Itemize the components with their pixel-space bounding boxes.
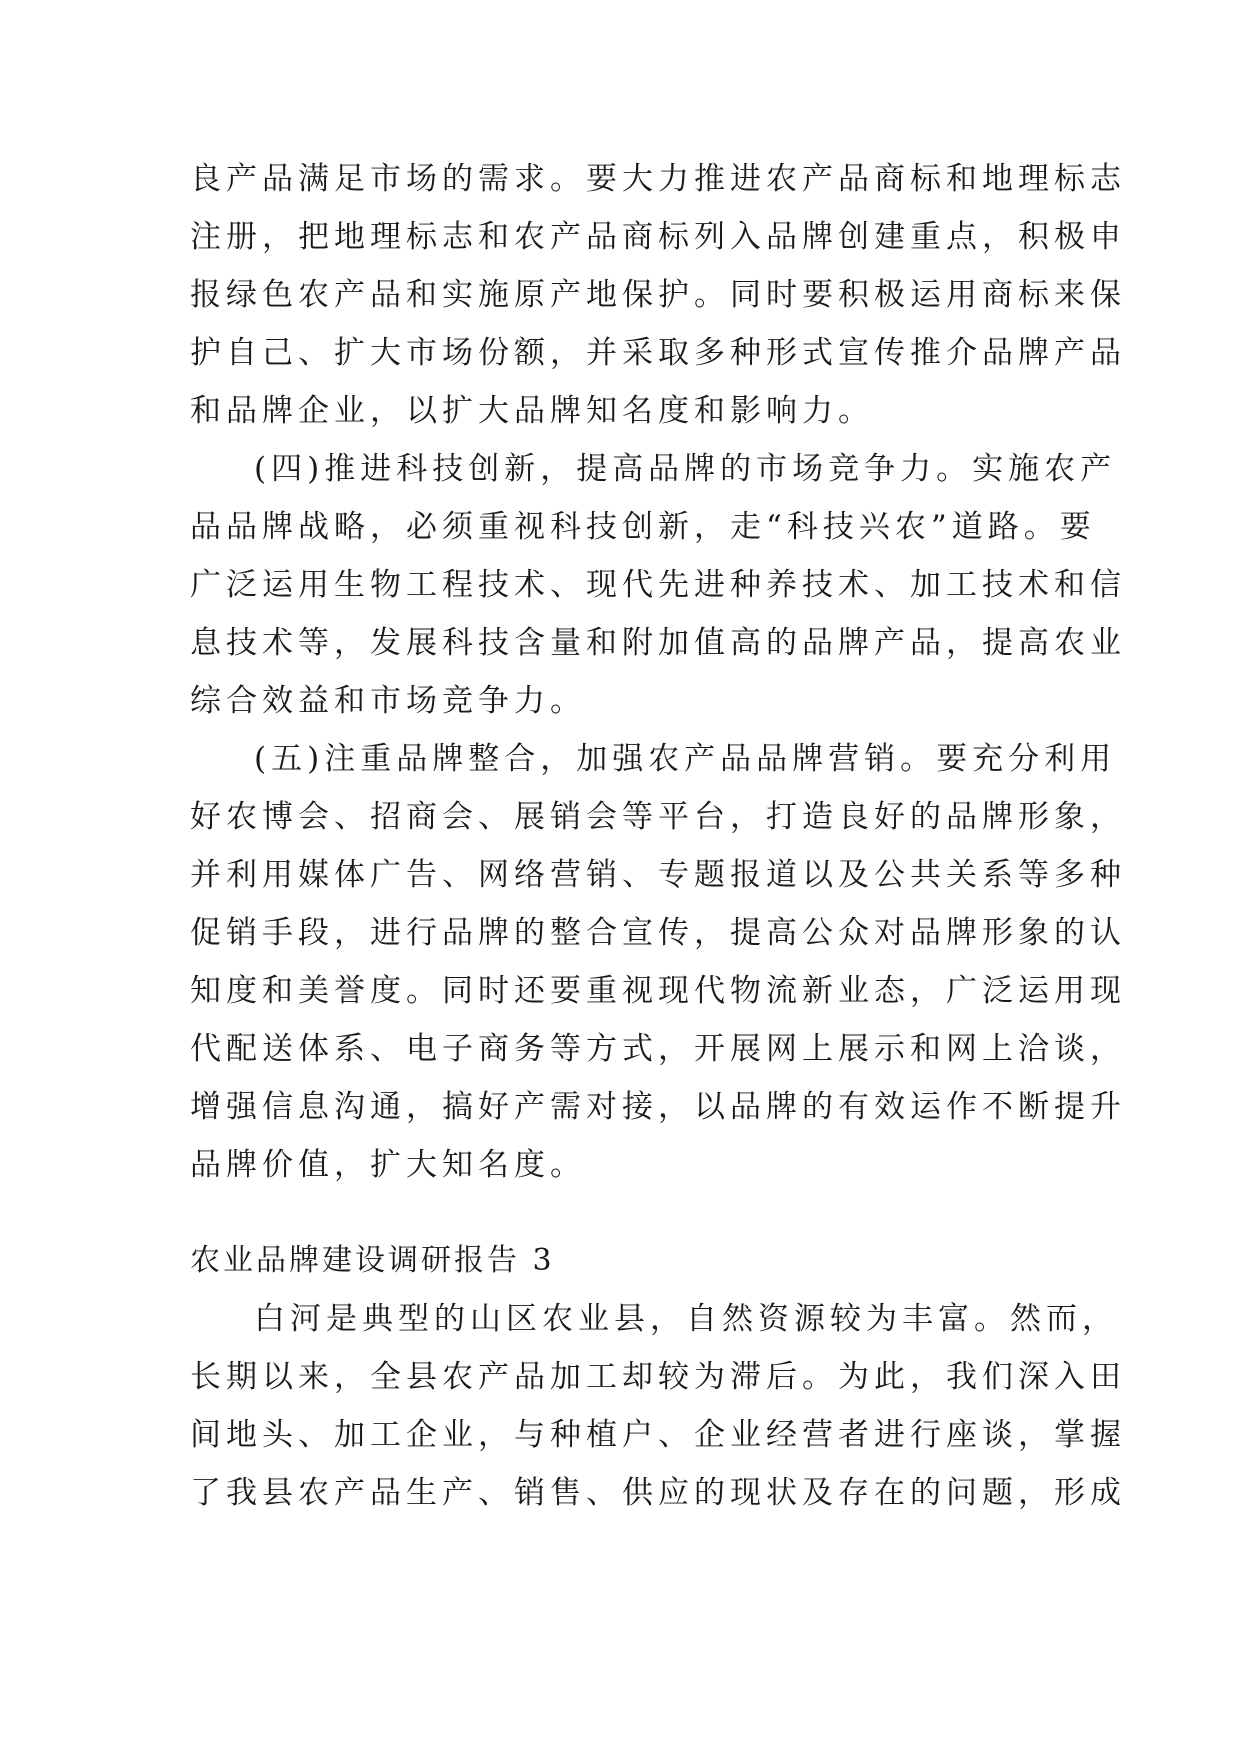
paragraph-report-three-intro xyxy=(190,1290,1126,1522)
section-spacer xyxy=(190,1194,1050,1232)
text-line: 和品牌企业，以扩大品牌知名度和影响力。 xyxy=(190,393,874,429)
text-line: 增强信息沟通，搞好产需对接，以品牌的有效运作不断提升 xyxy=(190,1089,1126,1125)
text-line: (五)注重品牌整合，加强农产品品牌营销。要充分利用 xyxy=(254,741,1117,777)
report-heading: 农业品牌建设调研报告 3 xyxy=(190,1243,555,1278)
text-line: (四)推进科技创新，提高品牌的市场竞争力。实施农产 xyxy=(254,451,1117,487)
text-line: 并利用媒体广告、网络营销、专题报道以及公共关系等多种 xyxy=(190,857,1126,893)
text-line: 广泛运用生物工程技术、现代先进种养技术、加工技术和信 xyxy=(190,567,1126,603)
paragraph-section-five xyxy=(190,730,1126,1194)
text-line: 代配送体系、电子商务等方式，开展网上展示和网上洽谈， xyxy=(190,1031,1126,1067)
paragraph-section-four xyxy=(190,440,1126,730)
text-line: 护自己、扩大市场份额，并采取多种形式宣传推介品牌产品 xyxy=(190,335,1126,371)
text-line: 间地头、加工企业，与种植户、企业经营者进行座谈，掌握 xyxy=(190,1417,1126,1453)
text-line: 了我县农产品生产、销售、供应的现状及存在的问题，形成 xyxy=(190,1475,1126,1511)
text-line: 品牌价值，扩大知名度。 xyxy=(190,1147,586,1183)
paragraph-brand-promotion xyxy=(190,150,1126,440)
document-body xyxy=(190,150,1126,1522)
text-line: 品品牌战略，必须重视科技创新，走“科技兴农”道路。要 xyxy=(190,509,1096,545)
text-line: 白河是典型的山区农业县，自然资源较为丰富。然而， xyxy=(254,1301,1118,1337)
text-line: 促销手段，进行品牌的整合宣传，提高公众对品牌形象的认 xyxy=(190,915,1126,951)
text-line: 长期以来，全县农产品加工却较为滞后。为此，我们深入田 xyxy=(190,1359,1126,1395)
text-line: 知度和美誉度。同时还要重视现代物流新业态，广泛运用现 xyxy=(190,973,1126,1009)
text-line: 息技术等，发展科技含量和附加值高的品牌产品，提高农业 xyxy=(190,625,1126,661)
text-line: 好农博会、招商会、展销会等平台，打造良好的品牌形象， xyxy=(190,799,1126,835)
text-line: 良产品满足市场的需求。要大力推进农产品商标和地理标志 xyxy=(190,161,1126,197)
text-line: 注册，把地理标志和农产品商标列入品牌创建重点，积极申 xyxy=(190,219,1126,255)
text-line: 报绿色农产品和实施原产地保护。同时要积极运用商标来保 xyxy=(190,277,1126,313)
text-line: 综合效益和市场竞争力。 xyxy=(190,683,586,719)
